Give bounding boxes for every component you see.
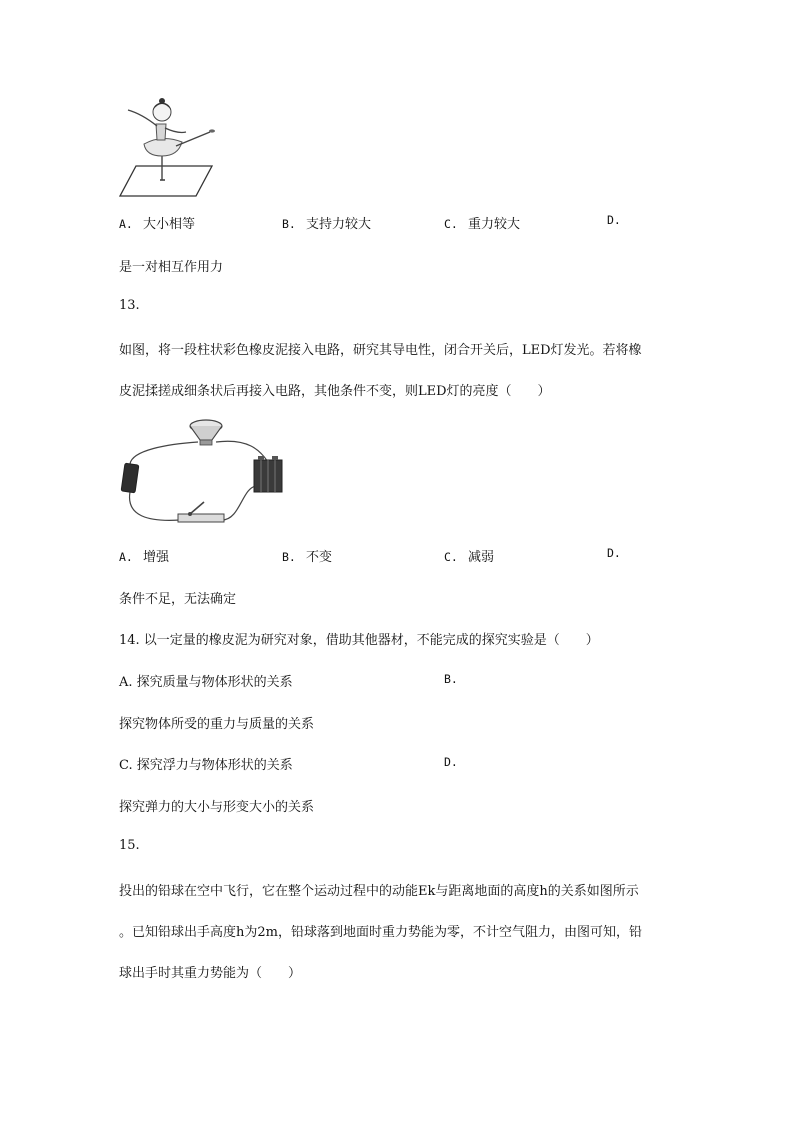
q13-option-a-text: 增强 (143, 550, 170, 565)
q13-option-c[interactable] (444, 546, 494, 565)
q14-option-a[interactable]: A. 探究质量与物体形状的关系 (119, 675, 293, 690)
q12-option-a-text: 大小相等 (143, 217, 196, 232)
q13-option-d[interactable] (607, 546, 621, 561)
circuit-led-battery-switch-icon (118, 416, 298, 528)
q15-stem-line2: 。已知铅球出手高度h为2m，铅球落到地面时重力势能为零，不计空气阻力，由图可知，铅 (119, 925, 642, 940)
q12-option-b-text: 支持力较大 (306, 217, 372, 232)
q12-option-b[interactable] (282, 213, 371, 232)
q13-option-b-letter: B. (282, 550, 296, 564)
q15-stem-line3: 球出手时其重力势能为（ ） (119, 966, 302, 981)
q14-option-b-text: 探究物体所受的重力与质量的关系 (119, 717, 315, 732)
q15-stem-line1: 投出的铅球在空中飞行，它在整个运动过程中的动能Ek与距离地面的高度h的关系如图所示 (119, 884, 639, 899)
q12-option-d-letter: D. (607, 213, 621, 227)
q13-number: 13. (119, 298, 140, 313)
q13-option-b-text: 不变 (306, 550, 333, 565)
q12-option-d[interactable] (607, 213, 621, 228)
q13-option-c-text: 减弱 (468, 550, 495, 565)
q12-option-a[interactable] (119, 213, 195, 232)
q13-option-b[interactable] (282, 546, 332, 565)
q12-option-a-letter: A. (119, 217, 133, 231)
q15-number: 15. (119, 838, 140, 853)
q14-stem: 14. 以一定量的橡皮泥为研究对象，借助其他器材，不能完成的探究实验是（ ） (119, 633, 599, 648)
q14-option-b-letter[interactable]: B. (444, 672, 458, 686)
q13-option-a[interactable] (119, 546, 169, 565)
q13-stem-line1: 如图，将一段柱状彩色橡皮泥接入电路，研究其导电性，闭合开关后，LED灯发光。若将橡 (119, 343, 642, 358)
q12-option-c-text: 重力较大 (468, 217, 521, 232)
q13-option-a-letter: A. (119, 550, 133, 564)
q13-option-c-letter: C. (444, 550, 458, 564)
q14-option-d-letter[interactable]: D. (444, 755, 458, 769)
q13-option-d-text: 条件不足，无法确定 (119, 592, 237, 607)
q13-option-d-letter: D. (607, 546, 621, 560)
q13-stem-line2: 皮泥揉搓成细条状后再接入电路，其他条件不变，则LED灯的亮度（ ） (119, 384, 551, 399)
q12-option-c[interactable] (444, 213, 520, 232)
q14-option-c[interactable]: C. 探究浮力与物体形状的关系 (119, 758, 293, 773)
q14-option-d-text: 探究弹力的大小与形变大小的关系 (119, 800, 315, 815)
q12-option-d-text: 是一对相互作用力 (119, 260, 224, 275)
ballerina-on-platform-icon (118, 94, 228, 198)
q12-option-b-letter: B. (282, 217, 296, 231)
q12-option-c-letter: C. (444, 217, 458, 231)
